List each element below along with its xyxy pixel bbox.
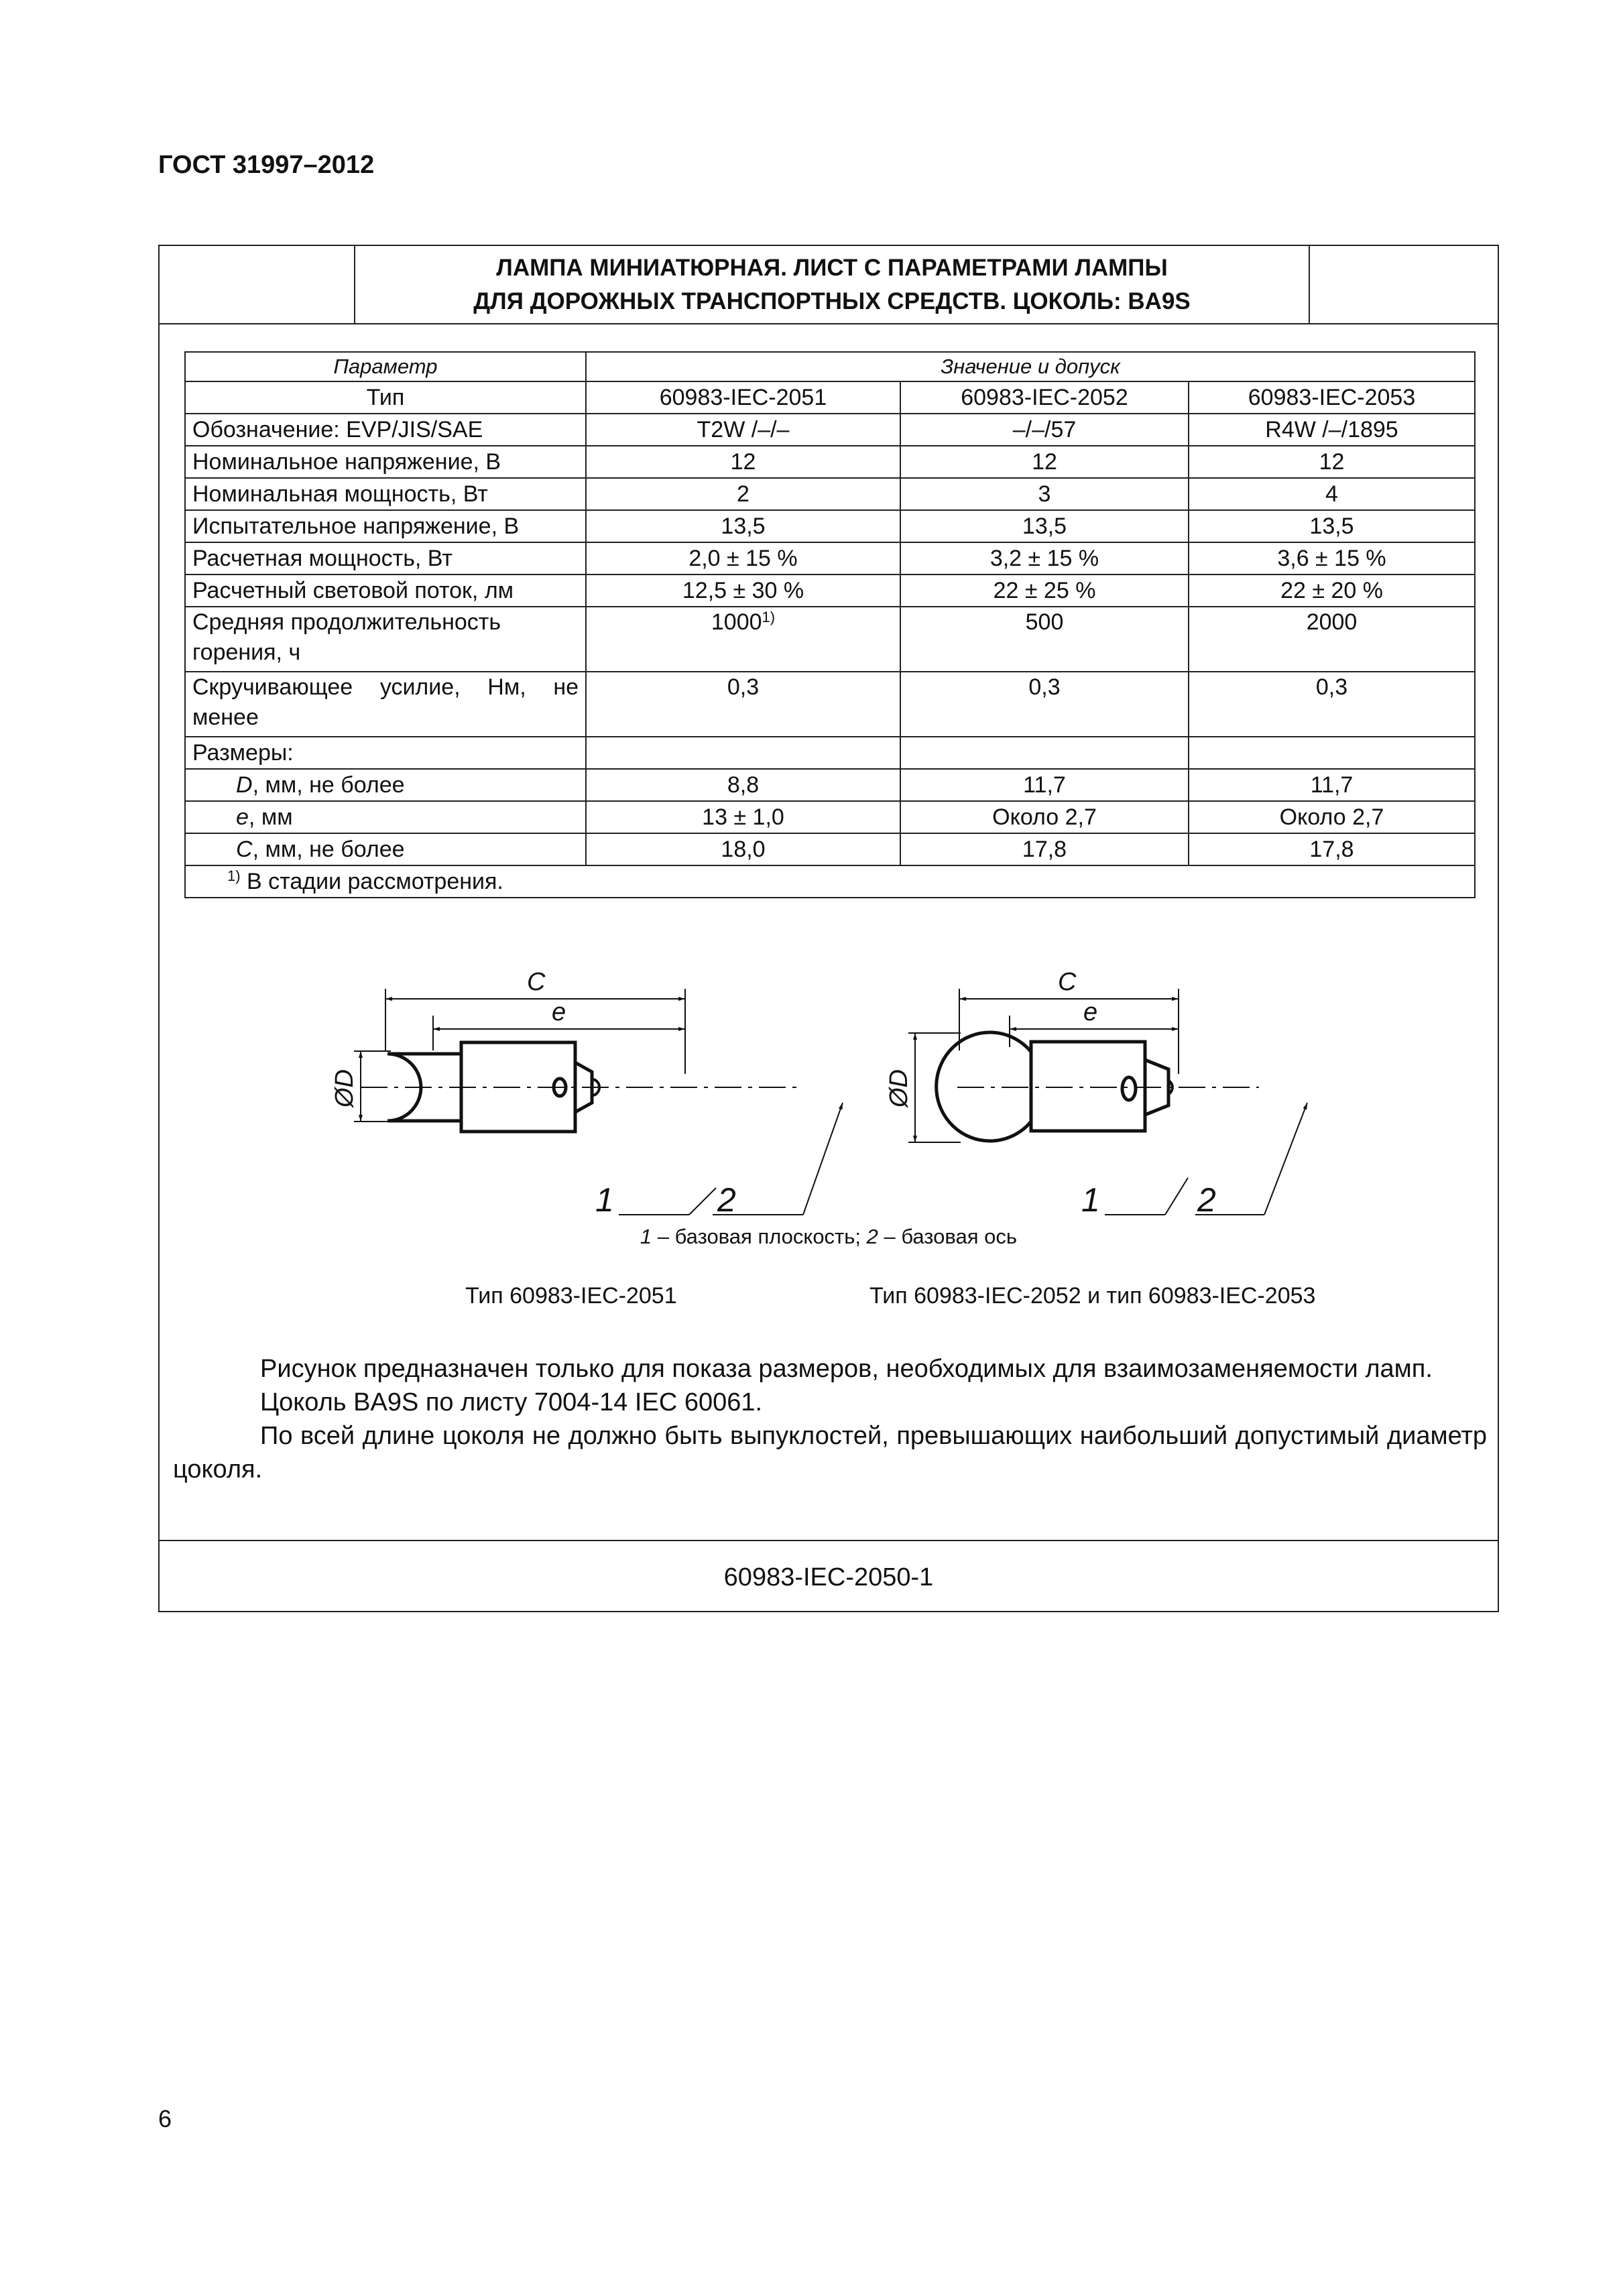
cell-value: 2,0 ± 15 % xyxy=(586,542,900,575)
label-e: e xyxy=(552,998,566,1026)
row-label: Размеры: xyxy=(185,737,586,769)
label-1: 1 xyxy=(1081,1181,1100,1219)
row-label: Номинальная мощность, Вт xyxy=(185,478,586,510)
cell-value: 3 xyxy=(900,478,1189,510)
label-1: 1 xyxy=(595,1181,614,1219)
cell-value: 13,5 xyxy=(1189,510,1475,542)
row-label: Расчетная мощность, Вт xyxy=(185,542,586,575)
cell-value: 0,3 xyxy=(900,672,1189,737)
dim-label: , мм, не более xyxy=(252,837,405,862)
cell-value: 3,6 ± 15 % xyxy=(1189,542,1475,575)
cell-value: 2000 xyxy=(1189,607,1475,672)
legend-num-2: 2 xyxy=(866,1225,878,1248)
footnote-ref: 1) xyxy=(762,609,776,625)
leader-line xyxy=(1165,1178,1188,1215)
cell-value: 12,5 ± 30 % xyxy=(586,575,900,607)
label-2: 2 xyxy=(1197,1181,1216,1219)
life-value: 1000 xyxy=(711,609,762,635)
cell-value: 17,8 xyxy=(1189,833,1475,865)
sheet-title-line1: ЛАМПА МИНИАТЮРНАЯ. ЛИСТ С ПАРАМЕТРАМИ ЛАМПЫ xyxy=(496,255,1168,281)
cell-value: 13,5 xyxy=(900,510,1189,542)
cell-value: 13 ± 1,0 xyxy=(586,801,900,833)
note-paragraph: По всей длине цоколя не должно быть выпуклостей, превышающих наибольший допустимый диаметр цоколя. xyxy=(173,1422,1487,1484)
leader-line xyxy=(803,1103,843,1215)
cell-value: 12 xyxy=(900,446,1189,478)
cell-value: 13,5 xyxy=(586,510,900,542)
row-label: Тип xyxy=(185,381,586,414)
sheet-frame xyxy=(158,245,1499,1612)
sheet-code: 60983-IEC-2050-1 xyxy=(160,1540,1498,1614)
cell-value: 500 xyxy=(900,607,1189,672)
lamp-drawing xyxy=(160,246,1498,1319)
leader-line xyxy=(689,1188,716,1215)
row-label: Испытательное напряжение, В xyxy=(185,510,586,542)
row-label-line1: Скручивающее усилие, Нм, не xyxy=(192,674,579,700)
cell-value: –/–/57 xyxy=(900,414,1189,446)
cell-value: 4 xyxy=(1189,478,1475,510)
row-label: Номинальное напряжение, В xyxy=(185,446,586,478)
cell-value: 18,0 xyxy=(586,833,900,865)
dim-label: , мм xyxy=(248,804,293,830)
lamp-2052-cap xyxy=(1031,1042,1145,1131)
leader-line xyxy=(1264,1103,1307,1215)
cell-value: 60983-IEC-2051 xyxy=(586,381,900,414)
cell-value: R4W /–/1895 xyxy=(1189,414,1475,446)
cell-value: 17,8 xyxy=(900,833,1189,865)
cell-value: T2W /–/– xyxy=(586,414,900,446)
label-c: C xyxy=(1058,968,1077,996)
cell-value: 3,2 ± 15 % xyxy=(900,542,1189,575)
dim-symbol: e xyxy=(236,804,249,830)
cell-value: 22 ± 25 % xyxy=(900,575,1189,607)
note-paragraph: Цоколь BA9S по листу 7004-14 IEC 60061. xyxy=(260,1388,763,1416)
lamp-2052-drawing xyxy=(908,989,1307,1215)
page-number: 6 xyxy=(158,2105,172,2132)
lamp-2052-pin xyxy=(1122,1077,1136,1100)
cell-value: 11,7 xyxy=(1189,769,1475,801)
figure-legend xyxy=(160,1225,1498,1249)
label-e: e xyxy=(1083,998,1098,1026)
legend-num-1: 1 xyxy=(640,1225,652,1248)
caption-right: Тип 60983-IEC-2052 и тип 60983-IEC-2053 xyxy=(869,1283,1316,1309)
row-label-line2: менее xyxy=(192,705,259,730)
row-label: Расчетный световой поток, лм xyxy=(185,575,586,607)
row-label: Обозначение: EVP/JIS/SAE xyxy=(185,414,586,446)
footnote-text: В стадии рассмотрения. xyxy=(240,869,503,894)
standard-header: ГОСТ 31997–2012 xyxy=(158,151,375,179)
row-label-line2: горения, ч xyxy=(192,640,301,665)
cell-value: 22 ± 20 % xyxy=(1189,575,1475,607)
dim-symbol: C xyxy=(236,837,253,862)
cell-value: 60983-IEC-2052 xyxy=(900,381,1189,414)
label-d: ØD xyxy=(330,1069,359,1107)
cell-value: 0,3 xyxy=(1189,672,1475,737)
cell-value: 11,7 xyxy=(900,769,1189,801)
cell-value: 2 xyxy=(586,478,900,510)
dim-label: , мм, не более xyxy=(252,772,405,798)
notes-block xyxy=(173,1352,1487,1486)
cell-value: 60983-IEC-2053 xyxy=(1189,381,1475,414)
legend-text-2: – базовая ось xyxy=(878,1225,1018,1248)
header-value: Значение и допуск xyxy=(586,352,1475,381)
caption-left: Тип 60983-IEC-2051 xyxy=(465,1283,677,1309)
legend-text-1: – базовая плоскость; xyxy=(652,1225,867,1248)
note-paragraph: Рисунок предназначен только для показа размеров, необходимых для взаимозаменяемости ламп. xyxy=(260,1355,1433,1383)
cell-value: 8,8 xyxy=(586,769,900,801)
header-param: Параметр xyxy=(185,352,586,381)
dim-symbol: D xyxy=(236,772,253,798)
cell-value: Около 2,7 xyxy=(1189,801,1475,833)
cell-value: 12 xyxy=(1189,446,1475,478)
cell-value: 0,3 xyxy=(586,672,900,737)
label-c: C xyxy=(527,968,546,996)
cell-value: Около 2,7 xyxy=(900,801,1189,833)
label-d: ØD xyxy=(885,1069,913,1107)
sheet-title-line2: ДЛЯ ДОРОЖНЫХ ТРАНСПОРТНЫХ СРЕДСТВ. ЦОКОЛЬ: BA9S xyxy=(473,288,1191,314)
footnote-mark: 1) xyxy=(227,867,241,884)
row-label-line1: Средняя продолжительность xyxy=(192,609,501,635)
cell-value: 12 xyxy=(586,446,900,478)
label-2: 2 xyxy=(717,1181,736,1219)
